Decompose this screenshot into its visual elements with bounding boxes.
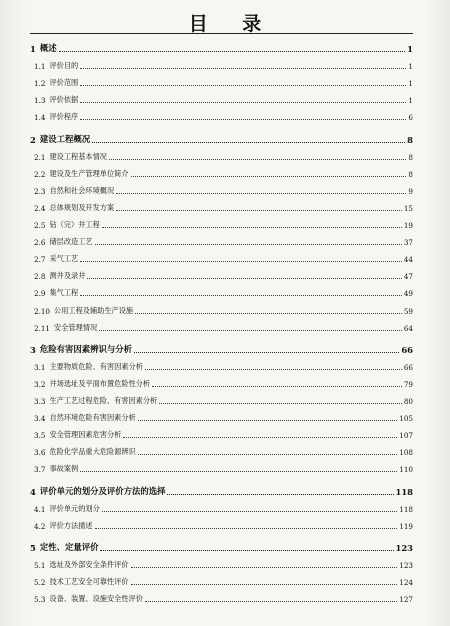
toc-entry-number: 3.2 [34, 379, 46, 389]
toc-entry-title: 评价依据 [49, 95, 79, 105]
toc-section-entry[interactable] [30, 373, 413, 389]
toc-entry-title: 技术工艺安全可靠性评价 [49, 577, 129, 586]
toc-entry-number: 3.1 [34, 362, 46, 372]
toc-entry-number: 4 [30, 486, 36, 497]
toc-entry-page: 1 [408, 62, 413, 72]
toc-entry-title: 主要物质危险、有害因素分析 [49, 361, 143, 371]
toc-entry-number: 4.1 [34, 504, 46, 514]
toc-entry-title: 概述 [39, 43, 57, 53]
toc-entry-number: 2.9 [34, 289, 46, 299]
toc-entry-page: 6 [408, 113, 413, 123]
toc-entry-page: 8 [408, 152, 413, 162]
toc-entry-number: 5.1 [34, 560, 46, 570]
toc-entry-number: 3.4 [34, 414, 46, 424]
toc-section-entry[interactable] [30, 300, 413, 316]
toc-entry-title: 评价方法描述 [49, 520, 93, 530]
toc-entry-title: 建设及生产管理单位简介 [49, 168, 129, 178]
toc-section-entry[interactable] [30, 55, 413, 71]
toc-leader-dots [59, 51, 406, 52]
toc-leader-dots [95, 244, 402, 245]
toc-entry-number: 1.4 [34, 113, 46, 123]
toc-entry-page: 123 [399, 560, 413, 570]
toc-entry-number: 1 [30, 44, 36, 54]
toc-leader-dots [80, 261, 402, 262]
toc-entry-page: 1 [408, 79, 413, 89]
toc-entry-number: 3.3 [34, 397, 46, 406]
toc-leader-dots [87, 278, 401, 279]
toc-entry-title: 钻（完）井工程 [49, 220, 100, 229]
toc-section-entry[interactable] [30, 72, 413, 88]
toc-entry-page: 110 [399, 465, 413, 475]
toc-entry-number: 2.10 [34, 306, 51, 316]
toc-entry-page: 66 [401, 344, 413, 355]
toc-chapter-entry[interactable] [30, 537, 413, 553]
toc-leader-dots [135, 313, 402, 314]
toc-chapter-entry[interactable] [30, 339, 413, 355]
toc-entry-number: 2.7 [34, 255, 46, 265]
toc-section-entry[interactable] [30, 89, 413, 105]
toc-entry-number: 3.5 [34, 431, 46, 441]
toc-entry-page: 124 [399, 578, 413, 587]
toc-entry-page: 123 [395, 542, 413, 553]
toc-section-entry[interactable] [30, 146, 413, 162]
toc-section-entry[interactable] [30, 163, 413, 179]
toc-entry-number: 1.3 [34, 96, 46, 106]
toc-entry-page: 64 [403, 323, 413, 333]
toc-entry-title: 评价程序 [49, 112, 79, 122]
toc-entry-page: 127 [399, 595, 413, 605]
toc-section-entry[interactable] [30, 515, 413, 531]
toc-leader-dots [99, 330, 402, 331]
toc-entry-number: 3.7 [34, 465, 46, 475]
toc-entry-page: 37 [403, 238, 413, 248]
toc-leader-dots [152, 386, 402, 387]
toc-leader-dots [167, 494, 393, 495]
toc-leader-dots [109, 159, 406, 160]
toc-section-entry[interactable] [30, 248, 413, 264]
toc-entry-page: 44 [403, 255, 413, 265]
toc-entry-number: 2 [30, 134, 36, 145]
toc-entry-page: 1 [407, 44, 413, 54]
toc-section-entry[interactable] [30, 106, 413, 122]
toc-leader-dots [131, 567, 398, 568]
toc-section-entry[interactable] [30, 407, 413, 423]
toc-entry-title: 安全管理情况 [54, 322, 98, 332]
toc-chapter-entry[interactable] [30, 129, 413, 145]
toc-entry-page: 19 [403, 221, 413, 230]
toc-section-entry[interactable] [30, 214, 413, 230]
toc-leader-dots [80, 295, 402, 296]
toc-entry-title: 采气工艺 [49, 254, 79, 264]
toc-leader-dots [134, 352, 399, 353]
toc-entry-title: 生产工艺过程危险、有害因素分析 [49, 396, 158, 405]
toc-section-entry[interactable] [30, 317, 413, 333]
toc-entry-page: 108 [399, 448, 413, 458]
toc-leader-dots [138, 454, 398, 455]
toc-entry-number: 2.4 [34, 203, 46, 213]
toc-section-entry[interactable] [30, 390, 413, 406]
toc-entry-number: 2.6 [34, 238, 46, 248]
toc-section-entry[interactable] [30, 554, 413, 570]
toc-entry-page: 119 [399, 521, 413, 531]
toc-entry-title: 定性、定量评价 [39, 541, 99, 552]
toc-leader-dots [131, 584, 398, 585]
toc-leader-dots [145, 369, 402, 370]
toc-entry-page: 15 [403, 203, 413, 213]
toc-entry-title: 井场选址及平面布置危险性分析 [49, 378, 151, 388]
toc-entry-page: 118 [399, 504, 413, 514]
toc-entry-title: 自然和社会环境概况 [49, 185, 115, 195]
top-rule [30, 33, 413, 34]
toc-leader-dots [80, 102, 406, 103]
toc-entry-title: 总体规划及开发方案 [49, 202, 115, 212]
toc-entry-page: 8 [407, 134, 413, 145]
toc-entry-page: 79 [403, 379, 413, 389]
toc-leader-dots [131, 176, 407, 177]
toc-entry-title: 集气工程 [49, 288, 79, 298]
toc-entry-number: 5.2 [34, 578, 46, 587]
toc-leader-dots [80, 119, 406, 120]
toc-entry-number: 2.8 [34, 272, 46, 282]
toc-entry-title: 危险有害因素辨识与分析 [39, 343, 132, 354]
toc-entry-number: 2.11 [34, 323, 51, 333]
toc-section-entry[interactable] [30, 441, 413, 457]
toc-entry-number: 3.6 [34, 448, 46, 458]
toc-entry-page: 59 [403, 306, 413, 316]
toc-entry-page: 80 [403, 397, 413, 406]
toc-entry-number: 4.2 [34, 521, 46, 531]
toc-entry-number: 1.1 [34, 62, 46, 72]
page-title: 目 录 [188, 13, 276, 35]
toc-section-entry[interactable] [30, 571, 413, 587]
toc-section-entry[interactable] [30, 588, 413, 604]
toc-leader-dots [80, 85, 406, 86]
toc-leader-dots [116, 210, 402, 211]
toc-entry-page: 107 [399, 431, 413, 441]
toc-entry-number: 3 [30, 344, 36, 355]
toc-entry-page: 9 [408, 186, 413, 196]
toc-section-entry[interactable] [30, 498, 413, 514]
toc-entry-title: 建设工程概况 [39, 133, 91, 144]
toc-chapter-entry[interactable] [30, 481, 413, 497]
toc-entry-title: 事故案例 [49, 464, 79, 474]
toc-entry-number: 2.2 [34, 169, 46, 179]
toc-entry-title: 评价单元的划分及评价方法的选择 [39, 485, 166, 496]
toc-section-entry[interactable] [30, 180, 413, 196]
toc-leader-dots [116, 193, 406, 194]
toc-entry-number: 2.5 [34, 221, 46, 230]
toc-entry-title: 公用工程及辅助生产设施 [54, 305, 134, 315]
toc-entry-title: 选址及外部安全条件评价 [49, 559, 129, 569]
toc-leader-dots [145, 601, 397, 602]
toc-leader-dots [95, 528, 398, 529]
toc-entry-title: 测井及录井 [49, 271, 86, 281]
toc-entry-page: 49 [403, 289, 413, 299]
toc-entry-page: 47 [403, 272, 413, 282]
toc-entry-title: 危险化学品重大危险源辨识 [49, 447, 136, 457]
toc-entry-title: 自然环境危险有害因素分析 [49, 413, 136, 423]
toc-leader-dots [80, 68, 406, 69]
toc-entry-title: 储层改造工艺 [49, 237, 93, 247]
toc-leader-dots [92, 142, 405, 143]
toc-section-entry[interactable] [30, 424, 413, 440]
toc-entry-page: 8 [408, 169, 413, 179]
toc-entry-number: 5 [30, 542, 36, 553]
toc-leader-dots [100, 550, 393, 551]
toc-section-entry[interactable] [30, 265, 413, 281]
toc-entry-number: 2.3 [34, 186, 46, 196]
toc-section-entry[interactable] [30, 356, 413, 372]
toc-leader-dots [138, 420, 398, 421]
toc-entry-page: 1 [408, 96, 413, 106]
toc-entry-page: 66 [403, 362, 413, 372]
toc-entry-number: 1.2 [34, 79, 46, 89]
toc-entry-page: 105 [399, 414, 413, 424]
toc-entry-number: 5.3 [34, 595, 46, 605]
toc-entry-title: 评价单元的划分 [49, 503, 100, 513]
toc-entry-title: 评价目的 [49, 61, 79, 71]
toc-section-entry[interactable] [30, 458, 413, 474]
toc-leader-dots [102, 511, 398, 512]
toc-leader-dots [102, 227, 402, 228]
toc-section-entry[interactable] [30, 197, 413, 213]
toc-entry-page: 118 [395, 486, 413, 497]
toc-entry-title: 建设工程基本情况 [49, 151, 107, 161]
toc-leader-dots [80, 471, 397, 472]
toc-entry-title: 设备、装置、设施安全性评价 [49, 594, 143, 604]
toc-entry-number: 2.1 [34, 152, 46, 162]
toc-entry-title: 安全管理因素危害分析 [49, 430, 122, 440]
toc-section-entry[interactable] [30, 282, 413, 298]
toc-chapter-entry[interactable] [30, 38, 413, 54]
toc-section-entry[interactable] [30, 231, 413, 247]
toc-leader-dots [159, 403, 402, 404]
toc-entry-title: 评价范围 [49, 78, 79, 88]
toc-leader-dots [123, 437, 397, 438]
